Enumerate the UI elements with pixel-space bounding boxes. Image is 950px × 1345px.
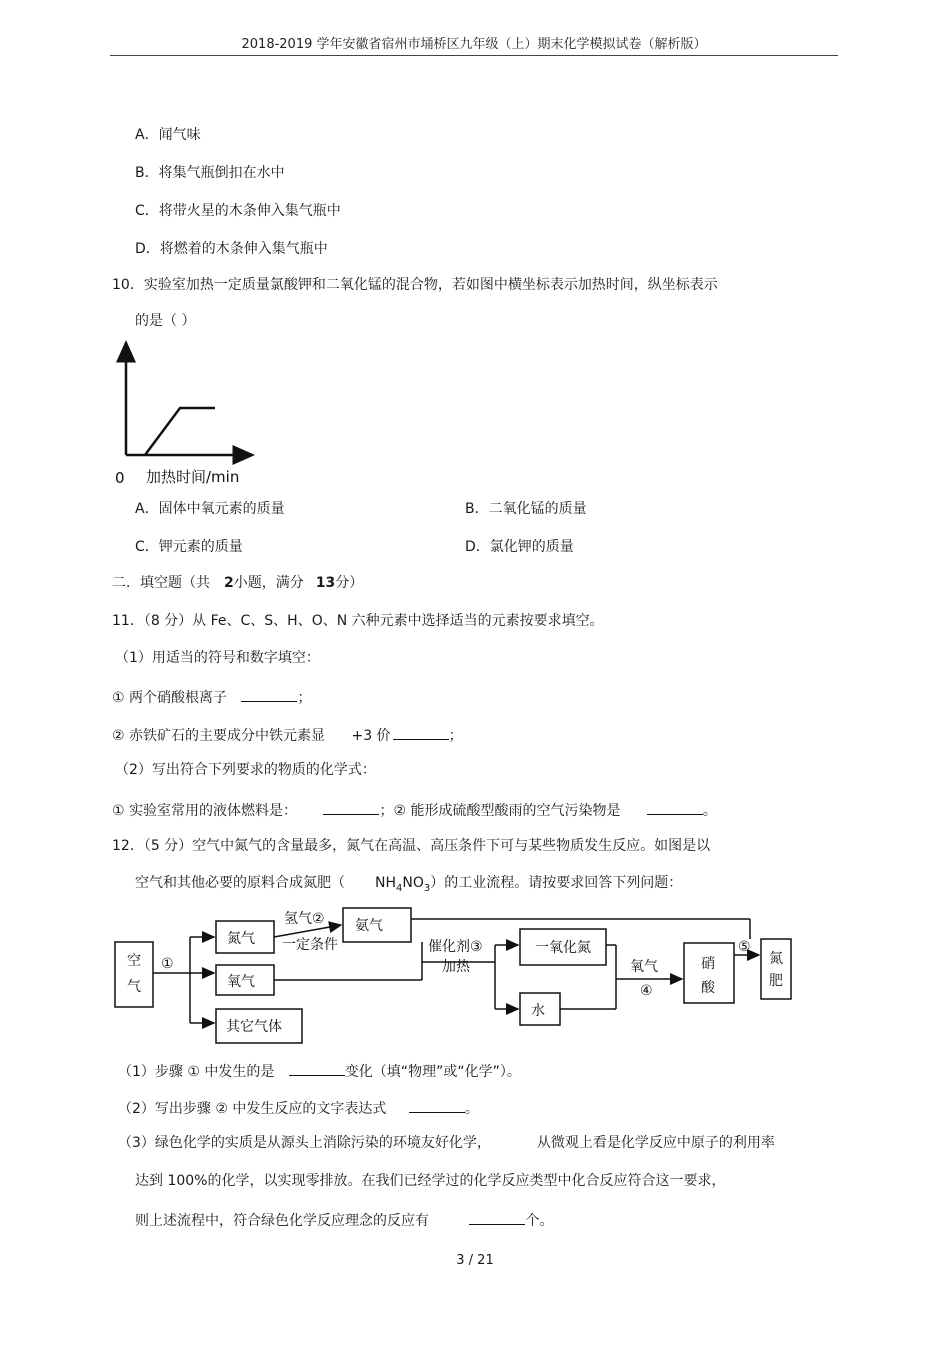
q10-stem-line2: 的是（ ） bbox=[135, 313, 196, 329]
section-2-prefix: 二．填空题（共 bbox=[112, 575, 210, 591]
q12-stem-line2 bbox=[135, 874, 682, 898]
q12-sub2-post: 。 bbox=[464, 1101, 479, 1117]
ammonium-nitrate-formula: $NH_4NO_3$ bbox=[375, 875, 431, 894]
q12-sub3-line1-a: （3）绿色化学的实质是从源头上消除污染的环境友好化学， bbox=[118, 1135, 491, 1151]
q11-item3 bbox=[112, 800, 717, 820]
q12-sub2-pre: （2）写出步骤 ② 中发生反应的文字表达式 bbox=[118, 1101, 387, 1117]
q11-part2: （2）写出符合下列要求的物质的化学式： bbox=[115, 762, 376, 778]
q12-stem-line1: 12．（5 分）空气中氮气的含量最多，氮气在高温、高压条件下可与某些物质发生反应。如图是以 bbox=[112, 838, 711, 854]
header-divider bbox=[110, 55, 838, 56]
q9-option-d: D．将燃着的木条伸入集气瓶中 bbox=[135, 241, 328, 257]
q9-option-b: B．将集气瓶倒扣在水中 bbox=[135, 165, 285, 181]
q12-sub3-line1-b: 从微观上看是化学反应中原子的利用率 bbox=[536, 1135, 775, 1151]
page-header-title: 2018-2019 学年安徽省宿州市埇桥区九年级（上）期末化学模拟试卷（解析版） bbox=[241, 37, 707, 52]
label-condition: 一定条件 bbox=[282, 937, 338, 953]
label-nitrogen: 氮气 bbox=[227, 931, 255, 947]
q10-option-d: D．氯化钾的质量 bbox=[465, 539, 574, 555]
q12-sub1 bbox=[118, 1061, 521, 1081]
label-oxygen: 氧气 bbox=[227, 974, 255, 990]
section-2-heading bbox=[112, 574, 363, 592]
section-2-count: 2 bbox=[224, 575, 234, 591]
q11-item1-text: ① 两个硝酸根离子 bbox=[112, 690, 228, 706]
label-fertilizer-2: 肥 bbox=[769, 973, 783, 989]
q11-item1 bbox=[112, 687, 311, 707]
q12-line2-post: ）的工业流程。请按要求回答下列问题： bbox=[430, 875, 683, 891]
graph-origin-label: 0 bbox=[115, 469, 125, 487]
q10-stem-line1: 10．实验室加热一定质量氯酸钾和二氧化锰的混合物，若如图中横坐标表示加热时间，纵坐标表示 bbox=[112, 277, 718, 293]
label-water: 水 bbox=[531, 1003, 545, 1019]
label-step4: ④ bbox=[640, 983, 653, 999]
q12-sub3-line1 bbox=[118, 1134, 775, 1152]
q11-item2-text: ② 赤铁矿石的主要成分中铁元素显 bbox=[112, 728, 326, 744]
answer-blank[interactable] bbox=[241, 687, 297, 702]
q12-flow-diagram bbox=[110, 905, 800, 1050]
page-number: 3 / 21 bbox=[456, 1253, 494, 1268]
label-step5: ⑤ bbox=[738, 939, 751, 955]
q11-stem: 11．（8 分）从 Fe、C、S、H、O、N 六种元素中选择适当的元素按要求填空。 bbox=[112, 613, 604, 629]
q11-item2-value: +3 价 bbox=[351, 728, 391, 744]
q12-sub3-line2: 达到 100%的化学，以实现零排放。在我们已经学过的化学反应类型中化合反应符合这一要求， bbox=[135, 1173, 726, 1189]
label-nitric-2: 酸 bbox=[701, 980, 715, 996]
label-oxygen-2: 氧气 bbox=[630, 959, 658, 975]
graph-curve bbox=[145, 408, 215, 455]
q12-sub3-line3-pre: 则上述流程中，符合绿色化学反应理念的反应有 bbox=[135, 1213, 429, 1229]
label-air-2: 气 bbox=[127, 979, 141, 995]
q12-line2-pre: 空气和其他必要的原料合成氮肥（ bbox=[135, 875, 345, 891]
answer-blank[interactable] bbox=[393, 725, 449, 740]
section-2-score: 13 bbox=[315, 575, 336, 591]
q12-sub2 bbox=[118, 1098, 479, 1118]
q12-sub3-line3-post: 个。 bbox=[525, 1213, 554, 1229]
label-other-gases: 其它气体 bbox=[226, 1019, 282, 1035]
q9-option-c: C．将带火星的木条伸入集气瓶中 bbox=[135, 203, 341, 219]
label-hydrogen: 氢气② bbox=[284, 911, 325, 927]
q11-item3-end: 。 bbox=[702, 803, 717, 819]
q10-option-b: B．二氧化锰的质量 bbox=[465, 501, 587, 517]
q12-sub1-pre: （1）步骤 ① 中发生的是 bbox=[118, 1064, 275, 1080]
label-no: 一氧化氮 bbox=[535, 940, 591, 956]
q10-option-c: C．钾元素的质量 bbox=[135, 539, 243, 555]
q12-sub1-post: 变化（填“物理”或“化学”）。 bbox=[344, 1064, 521, 1080]
label-ammonia: 氨气 bbox=[355, 918, 383, 934]
q10-option-a: A．固体中氧元素的质量 bbox=[135, 501, 285, 517]
q9-option-a: A．闻气味 bbox=[135, 127, 201, 143]
label-step1: ① bbox=[161, 956, 174, 972]
section-2-suffix: 分） bbox=[335, 575, 364, 591]
answer-blank[interactable] bbox=[469, 1210, 525, 1225]
q11-item2 bbox=[112, 725, 463, 745]
box-air bbox=[115, 942, 153, 1007]
box-fertilizer bbox=[761, 939, 791, 999]
label-nitric-1: 硝 bbox=[701, 956, 715, 972]
graph-x-axis-label: 加热时间/min bbox=[146, 468, 240, 486]
q11-item3-mid: ；② 能形成硫酸型酸雨的空气污染物是 bbox=[379, 803, 621, 819]
answer-blank[interactable] bbox=[323, 800, 379, 815]
q11-part1: （1）用适当的符号和数字填空： bbox=[115, 650, 320, 666]
label-catalyst: 催化剂③ bbox=[428, 939, 483, 955]
label-heat: 加热 bbox=[442, 959, 470, 975]
q11-item2-end: ； bbox=[448, 728, 463, 744]
section-2-mid: 小题，满分 bbox=[233, 575, 304, 591]
answer-blank[interactable] bbox=[647, 800, 703, 815]
q12-sub3-line3 bbox=[135, 1210, 553, 1230]
q10-graph bbox=[110, 340, 270, 490]
label-air-1: 空 bbox=[127, 953, 141, 969]
answer-blank[interactable] bbox=[289, 1061, 345, 1076]
answer-blank[interactable] bbox=[409, 1098, 465, 1113]
q11-item1-end: ； bbox=[297, 690, 312, 706]
label-fertilizer-1: 氮 bbox=[769, 951, 783, 967]
q11-item3-text: ① 实验室常用的液体燃料是： bbox=[112, 803, 298, 819]
